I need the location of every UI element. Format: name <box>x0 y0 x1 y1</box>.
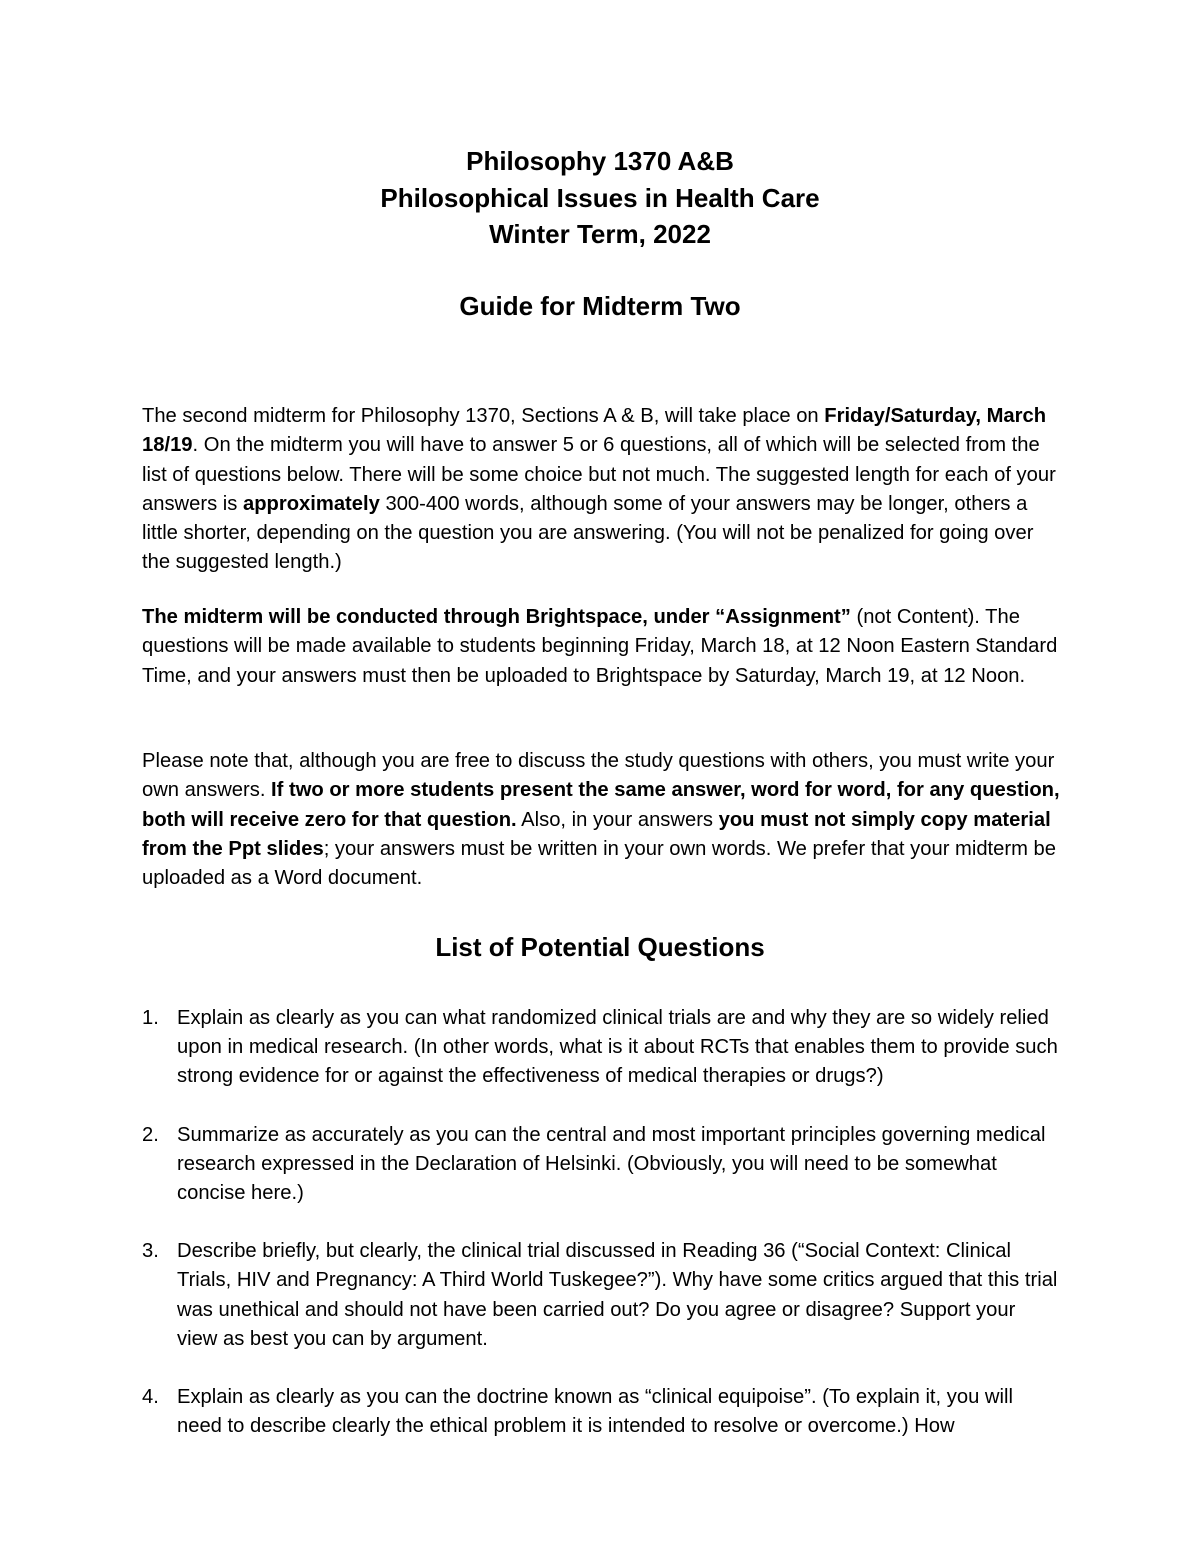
bold-run: approximately <box>242 492 380 515</box>
term: Winter Term, 2022 <box>489 219 711 249</box>
question-text: Summarize as accurately as you can the central and most important principles governing medical research expressed in the Declaration of Helsinki. (Obviously, you will need to be somewhat concise here.) <box>177 1123 1046 1205</box>
text-run: Please note that, although you are free to discuss the study questions with others, you must write your own answers. <box>142 750 1055 802</box>
text-run: ; your answers must be written in your own words. We prefer that your midterm be uploaded as a Word document. <box>142 837 1056 889</box>
document-header <box>0 143 1200 253</box>
text-run: 300-400 words, although some of your answers may be longer, others a little shorter, depending on the question you are answering. (You will not be penalized for going over the suggested length.) <box>142 492 1034 574</box>
question-number: 4. <box>142 1386 159 1409</box>
text-run: (not Content). The questions will be made available to students beginning Friday, March 18, at 12 Noon Eastern Standard Time, and your answers must then be uploaded to Brightspace by Saturday, March 19, at 12 Noon. <box>142 606 1058 687</box>
bold-run: If two or more students present the same answer, word for word, for any question, both will receive zero for that question. <box>142 779 1060 831</box>
intro-paragraph-2 <box>142 603 1060 691</box>
intro-paragraph-3 <box>142 747 1060 893</box>
question-text: Explain as clearly as you can what randomized clinical trials are and why they are so widely relied upon in medical research. (In other words, what is it about RCTs that enables them to provide such strong evidence for or against the effectiveness of medical therapies or drugs?) <box>177 1007 1058 1088</box>
question-text: Describe briefly, but clearly, the clinical trial discussed in Reading 36 (“Social Context: Clinical Trials, HIV and Pregnancy: A Third World Tuskegee?”). Why have some critics argued that this trial was unethical and should not have been carried out? Do you agree or disagree? Support your view as best you can by argument. <box>177 1240 1058 1350</box>
course-title: Philosophical Issues in Health Care <box>380 182 820 213</box>
text-run: The second midterm for Philosophy 1370, Sections A & B, will take place on <box>142 405 825 428</box>
text-run: Also, in your answers <box>516 808 719 831</box>
section-title: List of Potential Questions <box>435 932 765 962</box>
list-item <box>142 1121 1060 1209</box>
bold-run: Friday/Saturday, March 18/19 <box>142 405 1047 457</box>
course-code: Philosophy 1370 A&B <box>466 146 734 176</box>
list-item <box>142 1237 1060 1354</box>
page-title: Guide for Midterm Two <box>459 291 741 321</box>
bold-run: you must not simply copy material from the Ppt slides <box>142 808 1051 860</box>
question-number: 1. <box>142 1007 159 1029</box>
question-list <box>142 1004 1060 1470</box>
question-number: 2. <box>142 1123 159 1146</box>
question-text: Explain as clearly as you can the doctrine known as “clinical equipoise”. (To explain it, you will need to describe clearly the ethical problem it is intended to resolve or overcome.) How <box>177 1386 1013 1438</box>
bold-run: The midterm will be conducted through Brightspace, under “Assignment” <box>142 606 851 629</box>
intro-paragraph-1 <box>142 402 1060 577</box>
list-item <box>142 1383 1060 1441</box>
question-number: 3. <box>142 1240 159 1263</box>
list-item <box>142 1004 1060 1092</box>
text-run: . On the midterm you will have to answer 5 or 6 questions, all of which will be selected from the list of questions below. There will be some choice but not much. The suggested length for each of your answers is <box>142 434 1056 515</box>
